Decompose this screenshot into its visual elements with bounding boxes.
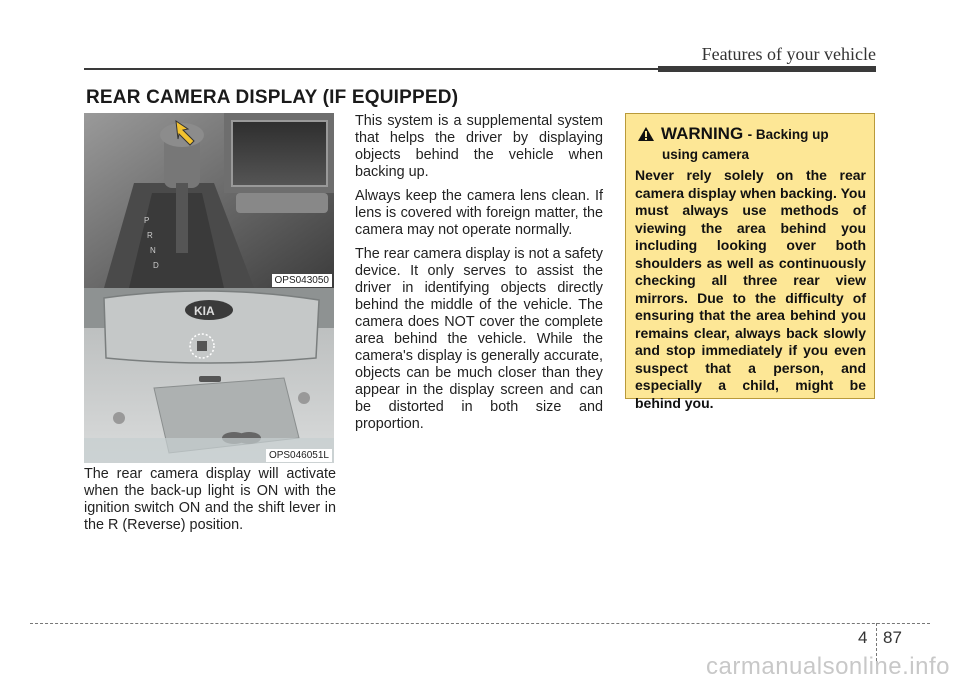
svg-text:R: R [147, 231, 153, 240]
footer-rule [30, 623, 930, 624]
warning-triangle-icon [637, 126, 655, 147]
svg-text:D: D [153, 261, 159, 270]
description-column [355, 113, 603, 440]
watermark: carmanualsonline.info [706, 653, 950, 680]
svg-text:N: N [150, 246, 156, 255]
image-code-label: OPS046051L [266, 449, 332, 462]
header-rule [84, 68, 744, 70]
chapter-number: 4 [858, 628, 868, 647]
paragraph-safety: The rear camera display is not a safety device. It only serves to assist the driver in identifying objects directly behind the middle of the vehicle. The camera does NOT cover the complete area behind the vehicle. While the camera's display is generally accurate, objects can be much closer than they appear in the display screen and can be distorted in both size and proportion. [355, 246, 603, 432]
image-code-label: OPS043050 [272, 274, 333, 287]
warning-subtitle-line2: using camera [662, 147, 750, 162]
warning-body: Never rely solely on the rear camera display when backing. You must always use methods of viewing the area behind you including looking over both shoulders as well as continuously checking all three rear view mirrors. Due to the difficulty of ensuring that the area behind you remains clear, always back slowly and stop immediately if you even suspect that a person, and especially a child, might be behind you. [635, 167, 866, 411]
gear-lever-illustration [84, 113, 334, 288]
svg-text:KIA: KIA [194, 304, 215, 318]
warning-label: WARNING [661, 124, 744, 143]
svg-text:P: P [144, 216, 150, 225]
paragraph-lens: Always keep the camera lens clean. If lens is covered with foreign matter, the camera may not operate normally. [355, 188, 603, 238]
paragraph-supplemental: This system is a supplemental system that helps the driver by displaying objects behind the vehicle when backing up. [355, 113, 603, 180]
warning-subtitle: - Backing up [747, 127, 829, 142]
activation-paragraph: The rear camera display will activate when the back-up light is ON with the ignition switch ON and the shift lever in the R (Reverse) position. [84, 466, 336, 533]
page-number: 87 [883, 628, 902, 647]
vehicle-rear-illustration [84, 288, 334, 463]
header-bar [658, 66, 876, 72]
section-title: REAR CAMERA DISPLAY (IF EQUIPPED) [86, 87, 459, 108]
warning-box [625, 113, 875, 411]
gear-lever-image [84, 113, 334, 288]
warning-header [637, 124, 866, 147]
running-header: Features of your vehicle [701, 44, 876, 64]
vehicle-rear-image [84, 288, 334, 463]
